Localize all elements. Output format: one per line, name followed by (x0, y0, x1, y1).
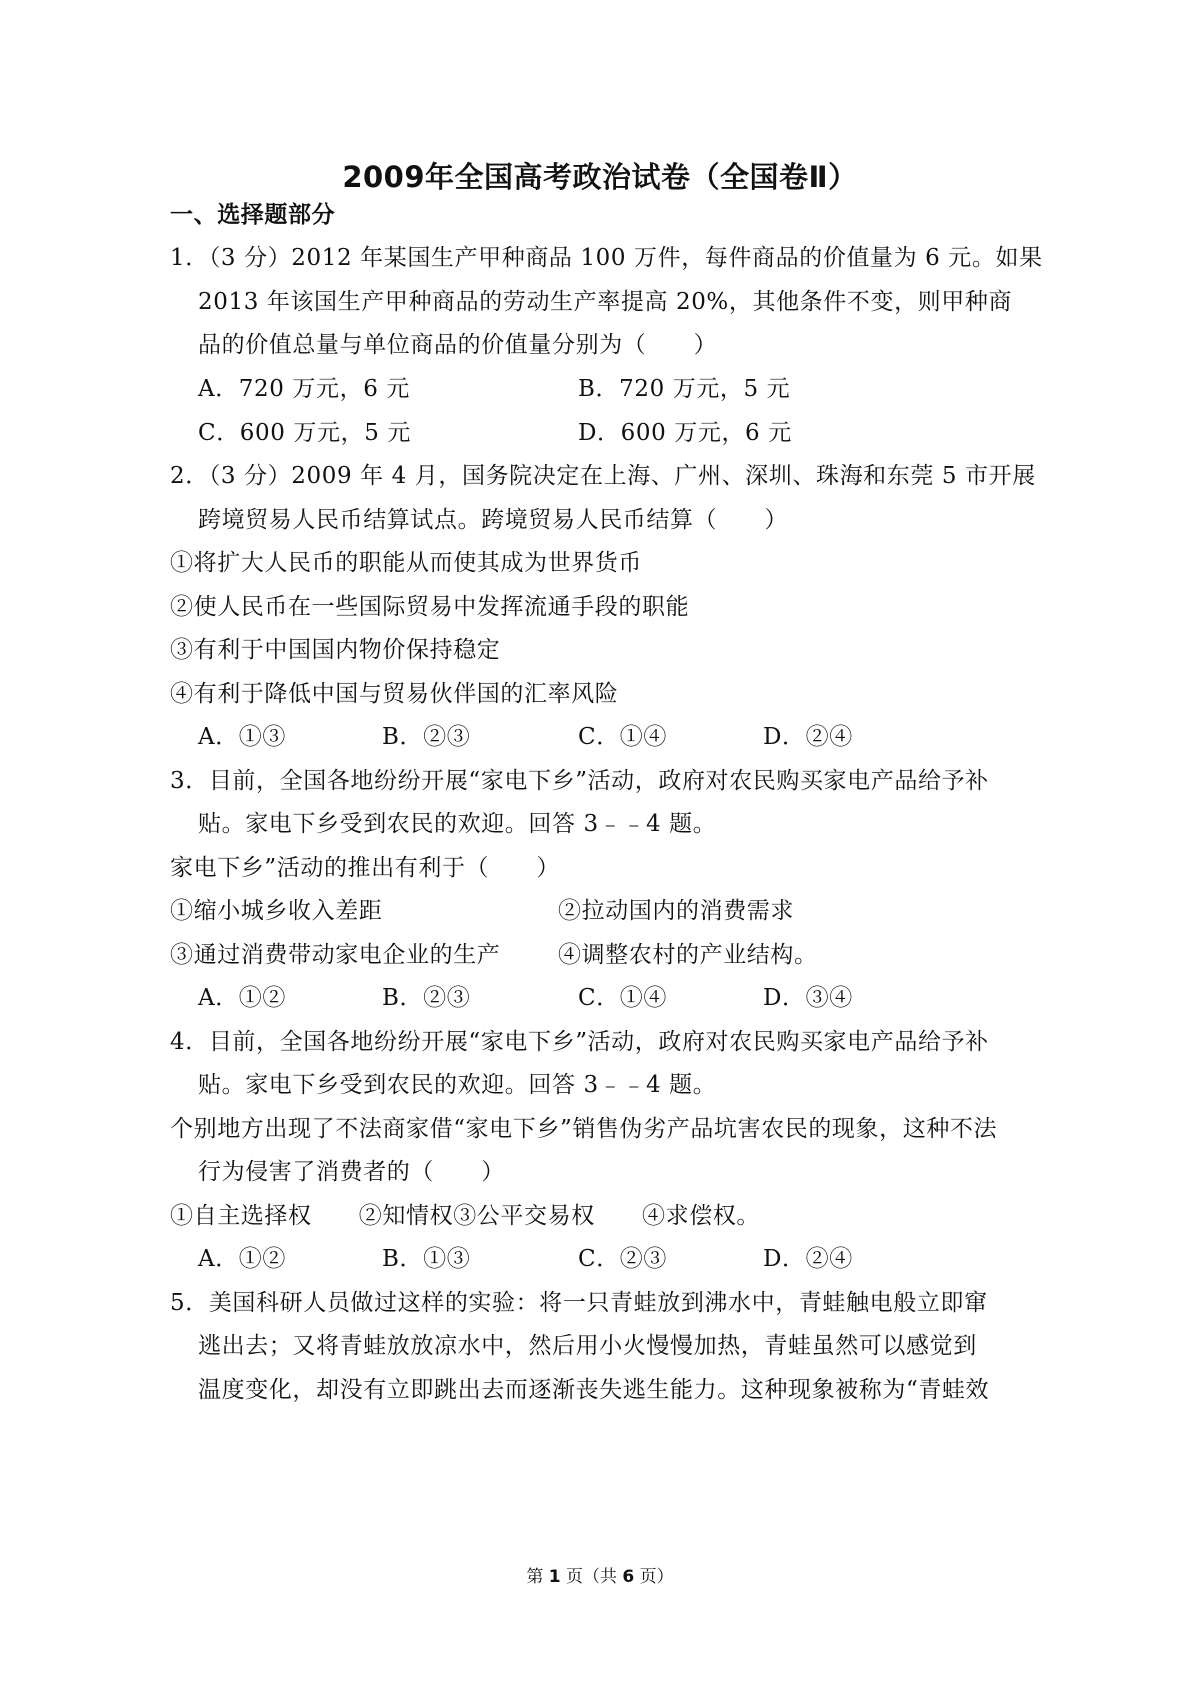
q2-item: ②使人民币在一些国际贸易中发挥流通手段的职能 (170, 594, 690, 620)
q3-option-a: A．①② (198, 985, 287, 1011)
q3-option-c: C．①④ (578, 985, 667, 1011)
q4-option-b: B．①③ (382, 1246, 471, 1272)
q2-option-b: B．②③ (382, 724, 471, 750)
q5-text-line: 5．美国科研人员做过这样的实验：将一只青蛙放到沸水中，青蛙触电般立即窜 (170, 1290, 988, 1316)
q1-text-line: 1．（3 分）2012 年某国生产甲种商品 100 万件，每件商品的价值量为 6 元。如果 (170, 245, 1043, 271)
q4-option-a: A．①② (198, 1246, 287, 1272)
q4-text-line: 行为侵害了消费者的（ ） (198, 1159, 505, 1185)
q4-text-line: 个别地方出现了不法商家借“家电下乡”销售伪劣产品坑害农民的现象，这种不法 (170, 1116, 998, 1142)
q5-text-line: 逃出去；又将青蛙放放凉水中，然后用小火慢慢加热，青蛙虽然可以感觉到 (198, 1333, 977, 1359)
q4-text-line: 4．目前，全国各地纷纷开展“家电下乡”活动，政府对农民购买家电产品给予补 (170, 1029, 989, 1055)
q4-items-line: ①自主选择权 ②知情权③公平交易权 ④求偿权。 (170, 1203, 760, 1229)
q2-text-line: 2．（3 分）2009 年 4 月，国务院决定在上海、广州、深圳、珠海和东莞 5 市开展 (170, 463, 1036, 489)
q4-option-d: D．②④ (763, 1246, 853, 1272)
q4-option-c: C．②③ (578, 1246, 667, 1272)
q3-text-line: 3．目前，全国各地纷纷开展“家电下乡”活动，政府对农民购买家电产品给予补 (170, 768, 989, 794)
q3-item: ②拉动国内的消费需求 (558, 898, 794, 924)
footer-page-number: 1 (548, 1567, 561, 1587)
q1-text-line: 品的价值总量与单位商品的价值量分别为（ ） (198, 332, 718, 358)
q1-option-a: A．720 万元，6 元 (198, 376, 410, 402)
q2-item: ④有利于降低中国与贸易伙伴国的汇率风险 (170, 681, 619, 707)
q2-option-d: D．②④ (763, 724, 853, 750)
q3-option-b: B．②③ (382, 985, 471, 1011)
q2-item: ①将扩大人民币的职能从而使其成为世界货币 (170, 550, 642, 576)
q1-option-d: D．600 万元，6 元 (578, 420, 792, 446)
q3-option-d: D．③④ (763, 985, 853, 1011)
q4-text-line: 贴。家电下乡受到农民的欢迎。回答 3﹣﹣4 题。 (198, 1072, 717, 1098)
footer-suffix: 页） (639, 1567, 674, 1587)
q1-text-line: 2013 年该国生产甲种商品的劳动生产率提高 20%，其他条件不变，则甲种商 (198, 289, 1013, 315)
q1-option-b: B．720 万元，5 元 (578, 376, 791, 402)
q3-item: ③通过消费带动家电企业的生产 (170, 942, 501, 968)
q2-text-line: 跨境贸易人民币结算试点。跨境贸易人民币结算（ ） (198, 507, 788, 533)
q2-item: ③有利于中国国内物价保持稳定 (170, 637, 501, 663)
q2-option-a: A．①③ (198, 724, 287, 750)
q3-text-line: 家电下乡”活动的推出有利于（ ） (170, 855, 560, 881)
q3-item: ①缩小城乡收入差距 (170, 898, 383, 924)
q3-item: ④调整农村的产业结构。 (558, 942, 818, 968)
page-footer (0, 1562, 1200, 1587)
section-heading: 一、选择题部分 (170, 202, 336, 228)
page-title: 2009年全国高考政治试卷（全国卷Ⅱ） (342, 160, 858, 194)
q1-option-c: C．600 万元，5 元 (198, 420, 411, 446)
q3-text-line: 贴。家电下乡受到农民的欢迎。回答 3﹣﹣4 题。 (198, 811, 717, 837)
footer-prefix: 第 (526, 1567, 544, 1587)
q5-text-line: 温度变化，却没有立即跳出去而逐渐丧失逃生能力。这种现象被称为“青蛙效 (198, 1377, 990, 1403)
q2-option-c: C．①④ (578, 724, 667, 750)
footer-total-pages: 6 (622, 1567, 635, 1587)
footer-middle: 页（共 (566, 1567, 617, 1587)
